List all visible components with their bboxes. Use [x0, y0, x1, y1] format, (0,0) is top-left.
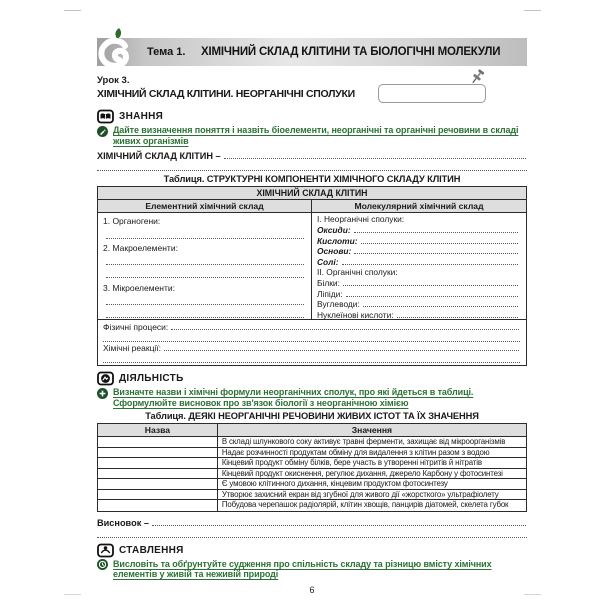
table2-caption: Таблиця. ДЕЯКІ НЕОРГАНІЧНІ РЕЧОВИНИ ЖИВИХ ІСТОТ ТА ЇХ ЗНАЧЕННЯ: [145, 411, 479, 421]
section-attitude-header: [97, 543, 527, 558]
theme-header-bar: [97, 38, 527, 66]
dotted-blank: [97, 528, 527, 538]
column-header: Молекулярний хімічний склад: [354, 201, 484, 211]
task-text: Висловіть та обґрунтуйте судження про спільність складу та різницю вмісту хімічних елементів у живій та неживій природі: [113, 558, 492, 579]
section-label: ДІЯЛЬНІСТЬ: [119, 373, 184, 384]
meaning-cell: Утворює захисний екран від згубної для живого дії «жорсткого» ультрафіолету: [221, 489, 499, 499]
workbook-page: [97, 30, 527, 595]
plus-bullet-icon: [97, 388, 108, 399]
column-header: Елементний хімічний склад: [98, 200, 312, 212]
definition-row: [97, 149, 527, 161]
table1-title: ХІМІЧНИЙ СКЛАД КЛІТИН: [98, 187, 526, 200]
crop-mark: [64, 10, 81, 11]
list-item: 1. Органогени:: [103, 216, 161, 227]
dotted-blank: [106, 277, 304, 278]
dotted-blank: [342, 264, 519, 265]
conclusion-row: [97, 516, 527, 528]
list-item: 3. Мікроелементи:: [103, 282, 175, 293]
section-knowledge-header: [97, 109, 527, 124]
definition-term: ХІМІЧНИЙ СКЛАД КЛІТИН –: [97, 151, 221, 161]
table-row: [98, 448, 526, 459]
table-row: [98, 469, 526, 480]
scales-icon: [97, 543, 114, 558]
column-header: Значення: [351, 425, 393, 435]
group-title: І. Неорганічні сполуки:: [317, 213, 405, 224]
dotted-blank: [152, 525, 526, 526]
dotted-blank: [106, 317, 304, 318]
table2: [97, 423, 527, 512]
theme-label: Тема 1.: [147, 46, 186, 58]
table2-column-headers: [98, 424, 526, 437]
book-icon: [97, 109, 114, 124]
table1-caption: Таблиця. СТРУКТУРНІ КОМПОНЕНТИ ХІМІЧНОГО СКЛАДУ КЛІТИН: [163, 174, 461, 184]
elemental-column: [98, 213, 312, 319]
footer-label: Фізичні процеси:: [103, 321, 169, 332]
dotted-blank: [106, 304, 304, 305]
column-header: Назва: [98, 424, 218, 436]
table-row: [98, 479, 526, 490]
dotted-blank: [397, 317, 518, 318]
meaning-cell: Побудова черепашок радіолярій, клітин хвощів, панцирів діатомей, скелета губок: [221, 500, 509, 509]
meaning-cell: Кінцевий продукт обміну білків, бере участь в утворенні нітритів й нітратів: [221, 458, 482, 467]
dotted-blank: [106, 264, 304, 265]
clock-bullet-icon: [97, 559, 108, 570]
lesson-block: [97, 75, 527, 105]
pencil-bullet-icon: [97, 126, 108, 137]
list-item: Вуглеводи:: [317, 299, 360, 310]
table-row: [98, 490, 526, 501]
task-knowledge: [97, 125, 527, 146]
dotted-blank: [224, 158, 526, 159]
dotted-blank: [103, 332, 520, 343]
theme-title: ХІМІЧНИЙ СКЛАД КЛІТИНИ ТА БІОЛОГІЧНІ МОЛЕКУЛИ: [201, 45, 501, 58]
meaning-cell: Надає розчинності продуктам обміну для видалення з клітин разом з водою: [221, 447, 490, 457]
name-cell: [98, 458, 218, 468]
meaning-cell: Є умовою клітинного дихання, кінцевим продуктом фотосинтезу: [221, 479, 448, 488]
dotted-blank: [171, 329, 519, 330]
crop-mark: [64, 594, 81, 595]
dotted-blank: [361, 243, 519, 244]
molecular-column: [312, 213, 526, 319]
lesson-title: ХІМІЧНИЙ СКЛАД КЛІТИНИ. НЕОРГАНІЧНІ СПОЛУКИ: [97, 88, 355, 100]
table-row: [98, 500, 526, 511]
list-item: Оксиди:: [317, 225, 351, 236]
list-item: Солі:: [317, 256, 339, 267]
list-item: Ліпіди:: [317, 288, 343, 299]
push-pin-icon: [469, 68, 487, 86]
list-item: 2. Макроелементи:: [103, 242, 178, 253]
name-cell: [98, 490, 218, 500]
apple-logo-icon: [91, 25, 141, 73]
date-box: [378, 84, 486, 103]
dotted-blank: [164, 350, 519, 351]
dotted-blank: [343, 285, 518, 286]
name-cell: [98, 437, 218, 447]
name-cell: [98, 448, 218, 458]
task-activity: [97, 387, 527, 408]
meaning-cell: В складі шлункового соку активує травні ферменти, захищає від мікроорганізмів: [221, 437, 506, 446]
list-item: Основи:: [317, 246, 352, 257]
name-cell: [98, 479, 218, 489]
table1-footer: [98, 319, 526, 365]
task-text: Визначте назви і хімічні формули неорганічних сполук, про які йдеться в таблиці. Сформулюйте висновок про зв'язок біології з неорганічною хімією: [113, 387, 474, 408]
name-cell: [98, 469, 218, 479]
conclusion-label: Висновок –: [97, 517, 149, 528]
name-cell: [98, 500, 218, 511]
table1-column-headers: [98, 200, 526, 213]
group-title: ІІ. Органічні сполуки:: [317, 266, 398, 277]
dotted-blank: [97, 161, 527, 171]
section-label: СТАВЛЕННЯ: [119, 544, 184, 556]
dotted-blank: [103, 353, 520, 364]
page-number: 6: [309, 584, 315, 595]
list-item: Нуклеїнові кислоти:: [317, 309, 394, 320]
table1-body: [98, 213, 526, 319]
task-attitude: [97, 559, 527, 580]
dotted-blank: [346, 296, 518, 297]
table-row: [98, 458, 526, 469]
dotted-blank: [354, 253, 518, 254]
table-row: [98, 437, 526, 448]
task-text: Дайте визначення поняття і назвіть біоелементи, неорганічні та органічні речовини в складі живих організмів: [113, 125, 519, 146]
section-label: ЗНАННЯ: [119, 111, 164, 122]
lesson-number: Урок 3.: [97, 75, 130, 86]
footer-label: Хімічні реакції:: [103, 342, 162, 353]
meaning-cell: Кінцевий продукт окиснення, регулює дихання, джерело Карбону у фотосинтезі: [221, 468, 503, 478]
dotted-blank: [106, 238, 304, 239]
table1: [97, 186, 527, 366]
crop-mark: [524, 10, 541, 11]
section-activity-header: [97, 371, 527, 386]
dotted-blank: [354, 232, 518, 233]
list-item: Кислоти:: [317, 235, 358, 246]
dotted-blank: [363, 306, 518, 307]
list-item: Білки:: [317, 278, 340, 289]
gauge-icon: [97, 371, 114, 386]
